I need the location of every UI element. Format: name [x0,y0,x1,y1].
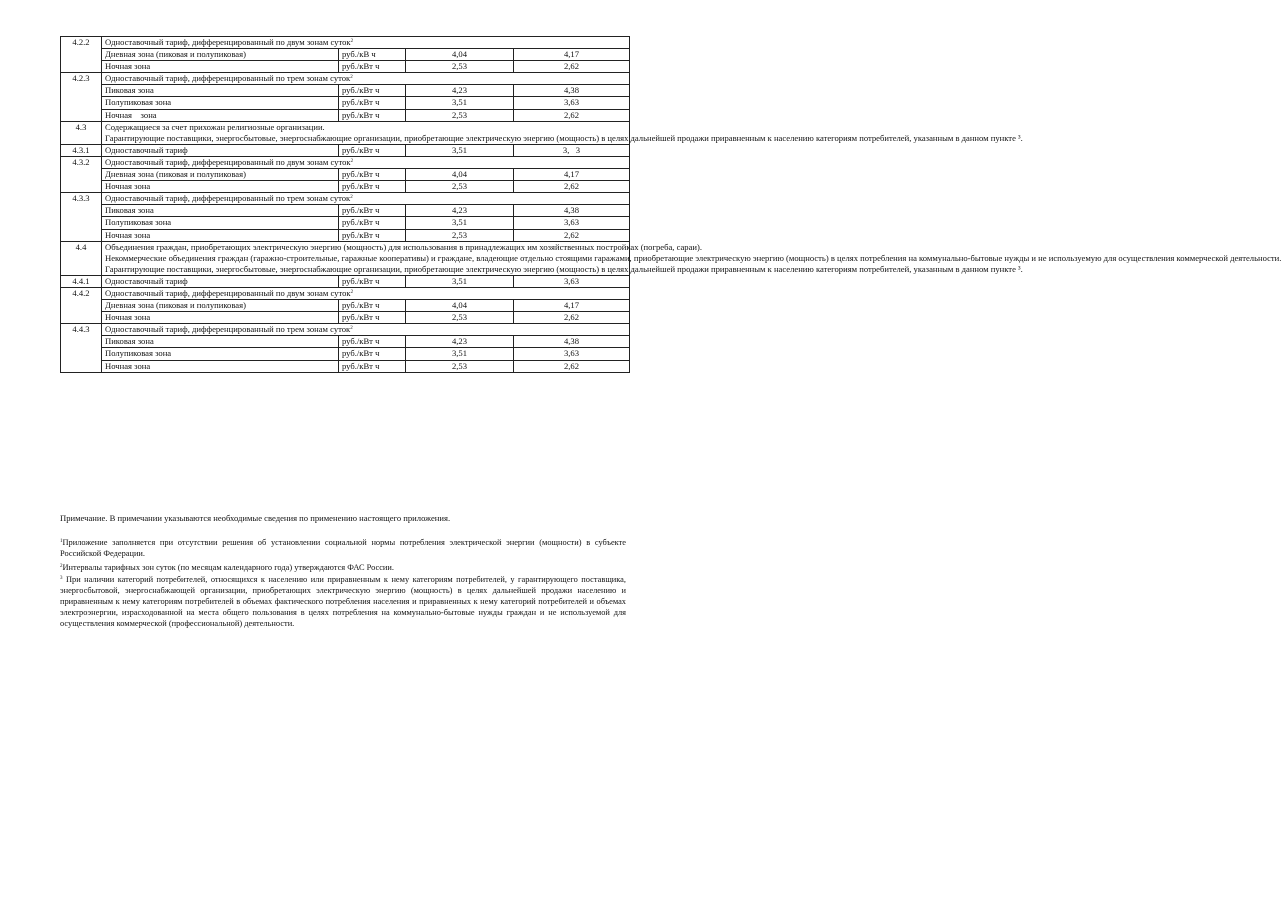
unit-cell: руб./кВт ч [339,97,406,109]
value-period-1: 4,04 [406,169,514,181]
table-row [61,181,630,193]
unit-cell: руб./кВт ч [339,205,406,217]
zone-label: Ночная зона [102,109,339,121]
value-period-1: 4,04 [406,300,514,312]
tariff-header: Одноставочный тариф, дифференцированный по трем зонам суток$^2$ [102,73,630,85]
category-description [102,241,1281,275]
value-period-1: 2,53 [406,181,514,193]
value-period-2: 3,63 [514,97,630,109]
footnote-3: $^3$ При наличии категорий потребителей, относящихся к населению или приравненным к нему категориям потребителей, у гарантирующего поставщика, энергосбытовой, энергоснабжающей организации, приобретающих электрическую энергию (мощность) в целях дальнейшей продажи населению и приравненным к нему категориям потребителей в объемах фактического потребления населения и приравненных к нему категорий потребителей и объемах электроэнергии, израсходованной на места общего пользования в целях потребления на коммунально-бытовые нужды граждан и не используемой для осуществления коммерческой (профессиональной) деятельности. [60,575,626,629]
value-period-1: 3,51 [406,275,514,287]
category-paragraph: Некоммерческие объединения граждан (гаражно-строительные, гаражные кооперативы) и граждане, владеющие отдельно стоящими гаражами, приобретающие электрическую энергию (мощность) в целях потребления на коммунально-бытовые нужды и не используемую для осуществления коммерческой деятельности. [105,252,1281,263]
row-number: 4.4.3 [61,324,102,372]
value-period-1: 2,53 [406,229,514,241]
unit-cell: руб./кВт ч [339,312,406,324]
tariff-table [60,36,1281,373]
unit-cell: руб./кВт ч [339,229,406,241]
table-row [61,193,630,205]
tariff-header: Одноставочный тариф, дифференцированный по трем зонам суток$^2$ [102,324,630,336]
value-period-1: 3,51 [406,97,514,109]
row-number: 4.4.1 [61,275,102,287]
footnote-2: $^2$Интервалы тарифных зон суток (по месяцам календарного года) утверждаются ФАС России. [60,563,394,572]
footnote-1: $^1$Приложение заполняется при отсутствии решения об установлении социальной нормы потребления электрической энергии (мощности) в субъекте Российской Федерации. [60,538,626,559]
unit-cell: руб./кВт ч [339,109,406,121]
row-number: 4.3.1 [61,144,102,156]
zone-label: Полупиковая зона [102,348,339,360]
unit-cell: руб./кВт ч [339,300,406,312]
category-paragraph: Гарантирующие поставщики, энергосбытовые, энергоснабжающие организации, приобретающие электрическую энергию (мощность) в целях дальнейшей продажи приравненным к населению категориям потребителей, указанным в данном пункте ³. [105,132,1023,143]
table-row [61,61,630,73]
tariff-header: Одноставочный тариф, дифференцированный по двум зонам суток$^2$ [102,287,630,299]
zone-label: Пиковая зона [102,205,339,217]
table-row [61,109,630,121]
tariff-header: Одноставочный тариф, дифференцированный по трем зонам суток$^2$ [102,193,630,205]
value-period-2: 3,63 [514,348,630,360]
row-number: 4.3.2 [61,156,102,192]
value-period-2: 2,62 [514,360,630,372]
zone-label: Ночная зона [102,229,339,241]
zone-label: Ночная зона [102,181,339,193]
value-period-2: 4,17 [514,49,630,61]
zone-label: Одноставочный тариф [102,275,339,287]
value-period-2: 4,38 [514,336,630,348]
zone-label: Дневная зона (пиковая и полупиковая) [102,169,339,181]
table-row [61,300,630,312]
unit-cell: руб./кВт ч [339,336,406,348]
table-row [61,229,630,241]
table-row [61,360,630,372]
unit-cell: руб./кВт ч [339,360,406,372]
table-row [61,85,630,97]
value-period-1: 3,51 [406,144,514,156]
value-period-2: 2,62 [514,312,630,324]
table-row [61,217,630,229]
unit-cell: руб./кВт ч [339,85,406,97]
zone-label: Пиковая зона [102,85,339,97]
value-period-2: 4,38 [514,205,630,217]
table-row [61,156,630,168]
table-row [61,205,630,217]
unit-cell: руб./кВт ч [339,275,406,287]
table-row [61,324,630,336]
zone-label: Ночная зона [102,312,339,324]
value-period-1: 3,51 [406,217,514,229]
table-row [61,121,630,144]
category-paragraph: Гарантирующие поставщики, энергосбытовые, энергоснабжающие организации, приобретающие электрическую энергию (мощность) в целях дальнейшей продажи приравненным к населению категориям потребителей, указанным в данном пункте ³. [105,263,1023,274]
table-row [61,37,630,49]
value-period-2: 2,62 [514,229,630,241]
value-period-1: 4,04 [406,49,514,61]
table-row [61,348,630,360]
row-number: 4.2.3 [61,73,102,121]
zone-label: Дневная зона (пиковая и полупиковая) [102,49,339,61]
row-number: 4.3.3 [61,193,102,241]
value-period-1: 3,51 [406,348,514,360]
zone-label: Дневная зона (пиковая и полупиковая) [102,300,339,312]
table-row [61,73,630,85]
table-row [61,275,630,287]
value-period-1: 2,53 [406,360,514,372]
tariff-header: Одноставочный тариф, дифференцированный по двум зонам суток$^2$ [102,156,630,168]
unit-cell: руб./кВт ч [339,144,406,156]
value-period-1: 4,23 [406,85,514,97]
category-paragraph: Содержащиеся за счет прихожан религиозные организации. [105,121,325,132]
value-period-1: 2,53 [406,109,514,121]
value-period-2: 3,63 [514,275,630,287]
row-number: 4.4 [61,241,102,275]
value-period-1: 2,53 [406,312,514,324]
unit-cell: руб./кВт ч [339,217,406,229]
value-period-2: 2,62 [514,181,630,193]
table-row [61,287,630,299]
row-number: 4.3 [61,121,102,144]
unit-cell: руб./кВ ч [339,49,406,61]
table-row [61,336,630,348]
zone-label: Одноставочный тариф [102,144,339,156]
tariff-header: Одноставочный тариф, дифференцированный по двум зонам суток$^2$ [102,37,630,49]
zone-label: Ночная зона [102,360,339,372]
value-period-2: 4,17 [514,300,630,312]
appendix-note: Примечание. В примечании указываются необходимые сведения по применению настоящего приложения. [60,513,451,523]
unit-cell: руб./кВт ч [339,348,406,360]
row-number: 4.4.2 [61,287,102,323]
value-period-2: 3, 3 [514,144,630,156]
zone-label: Пиковая зона [102,336,339,348]
table-row [61,241,630,275]
value-period-1: 4,23 [406,336,514,348]
value-period-2: 4,17 [514,169,630,181]
value-period-2: 2,62 [514,61,630,73]
table-row [61,97,630,109]
table-row [61,312,630,324]
unit-cell: руб./кВт ч [339,61,406,73]
zone-label: Ночная зона [102,61,339,73]
unit-cell: руб./кВт ч [339,181,406,193]
row-number: 4.2.2 [61,37,102,73]
value-period-2: 3,63 [514,217,630,229]
zone-label: Полупиковая зона [102,97,339,109]
value-period-2: 4,38 [514,85,630,97]
value-period-2: 2,62 [514,109,630,121]
value-period-1: 2,53 [406,61,514,73]
table-row [61,144,630,156]
table-row [61,49,630,61]
zone-label: Полупиковая зона [102,217,339,229]
value-period-1: 4,23 [406,205,514,217]
table-row [61,169,630,181]
unit-cell: руб./кВт ч [339,169,406,181]
category-paragraph: Объединения граждан, приобретающих электрическую энергию (мощность) для использования в принадлежащих им хозяйственных постройках (погреба, сараи). [105,241,703,252]
category-description [102,121,1023,144]
